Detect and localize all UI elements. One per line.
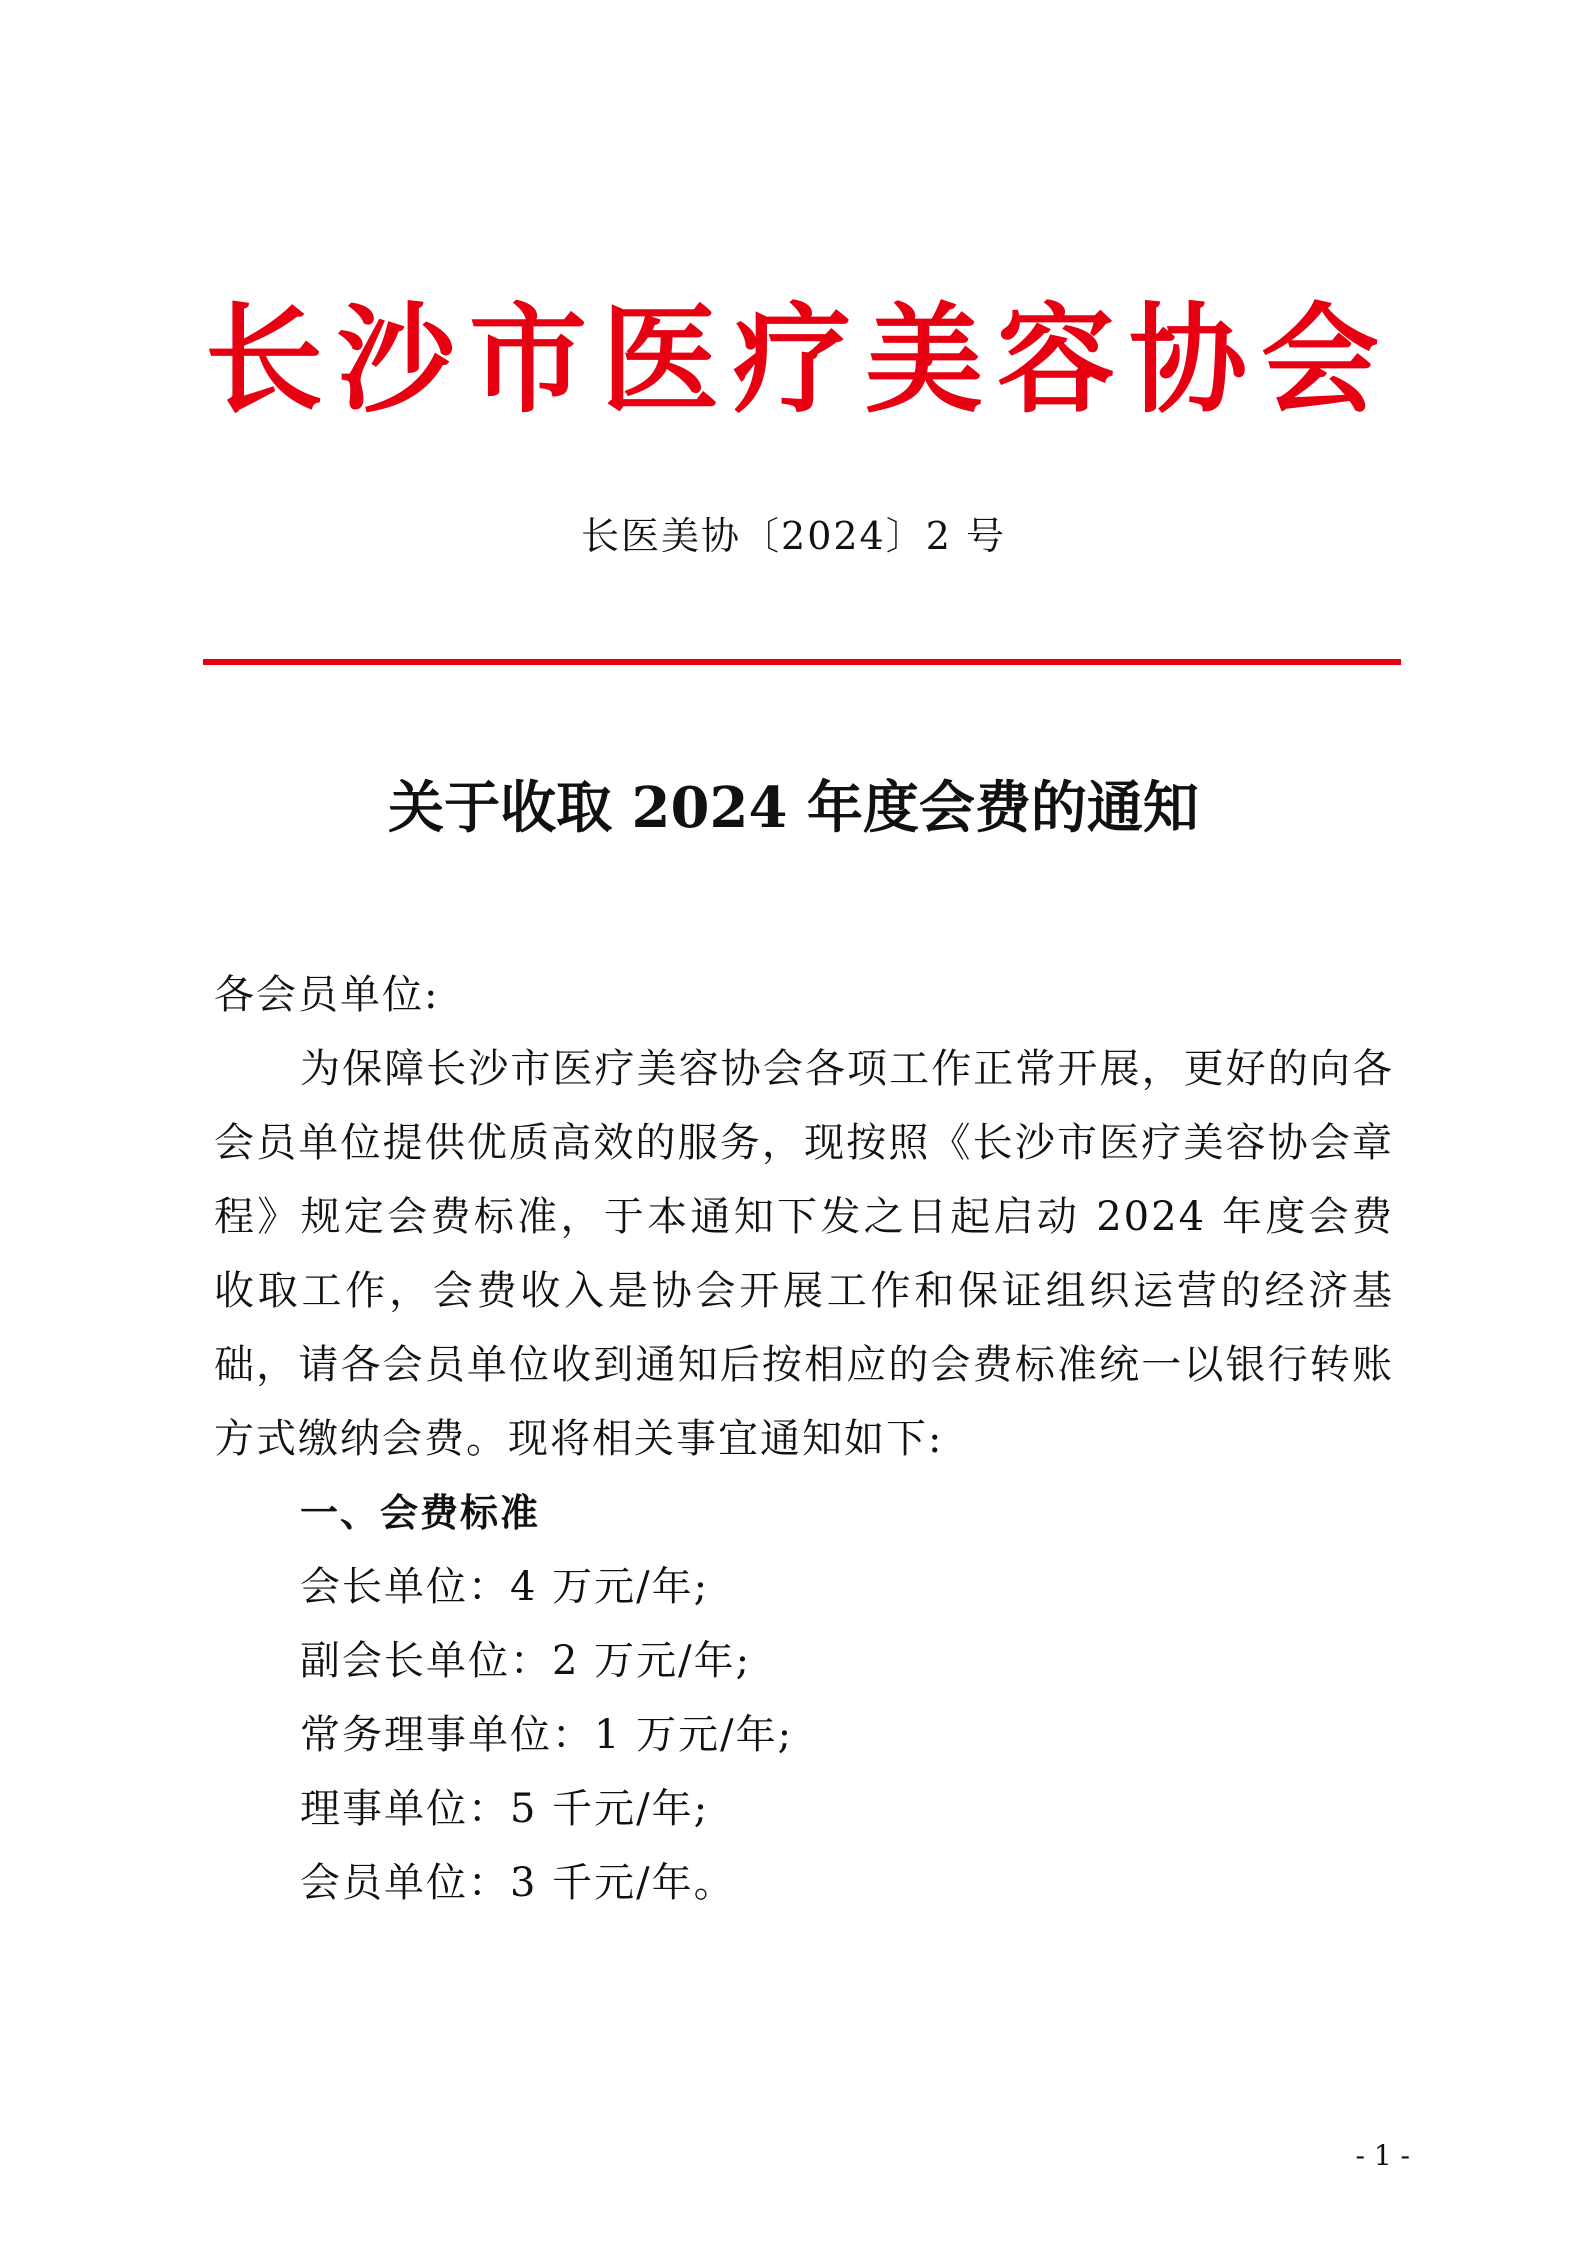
page-number: - 1 - xyxy=(1355,2139,1410,2172)
fee-item-member: 会员单位：3 千元/年。 xyxy=(300,1860,736,1906)
notice-title: 关于收取 2024 年度会费的通知 xyxy=(388,775,1199,841)
section-heading-fee-standard: 一、会费标准 xyxy=(300,1491,541,1535)
organization-letterhead: 长沙市医疗美容协会 xyxy=(205,291,1394,429)
fee-item-director: 理事单位：5 千元/年; xyxy=(300,1786,710,1832)
body-paragraph: 为保障长沙市医疗美容协会各项工作正常开展，更好的向各会员单位提供优质高效的服务，现按照《长沙市医疗美容协会章程》规定会费标准，于本通知下发之日起启动 2024 年度会费收取工作，会费收入是协会开展工作和保证组织运营的经济基础，请各会员单位收到通知后按相应的会费标准统一以银行转账方式缴纳会费。现将相关事宜通知如下: xyxy=(214,1046,1394,1462)
fee-item-vice-president: 副会长单位：2 万元/年; xyxy=(300,1638,752,1684)
fee-item-executive-director: 常务理事单位：1 万元/年; xyxy=(300,1712,794,1758)
salutation: 各会员单位: xyxy=(214,972,440,1018)
fee-item-president: 会长单位：4 万元/年; xyxy=(300,1564,710,1610)
fee-standard-list xyxy=(300,1550,793,1920)
document-number: 长医美协〔2024〕2 号 xyxy=(581,514,1006,558)
letterhead-red-rule xyxy=(203,659,1401,665)
